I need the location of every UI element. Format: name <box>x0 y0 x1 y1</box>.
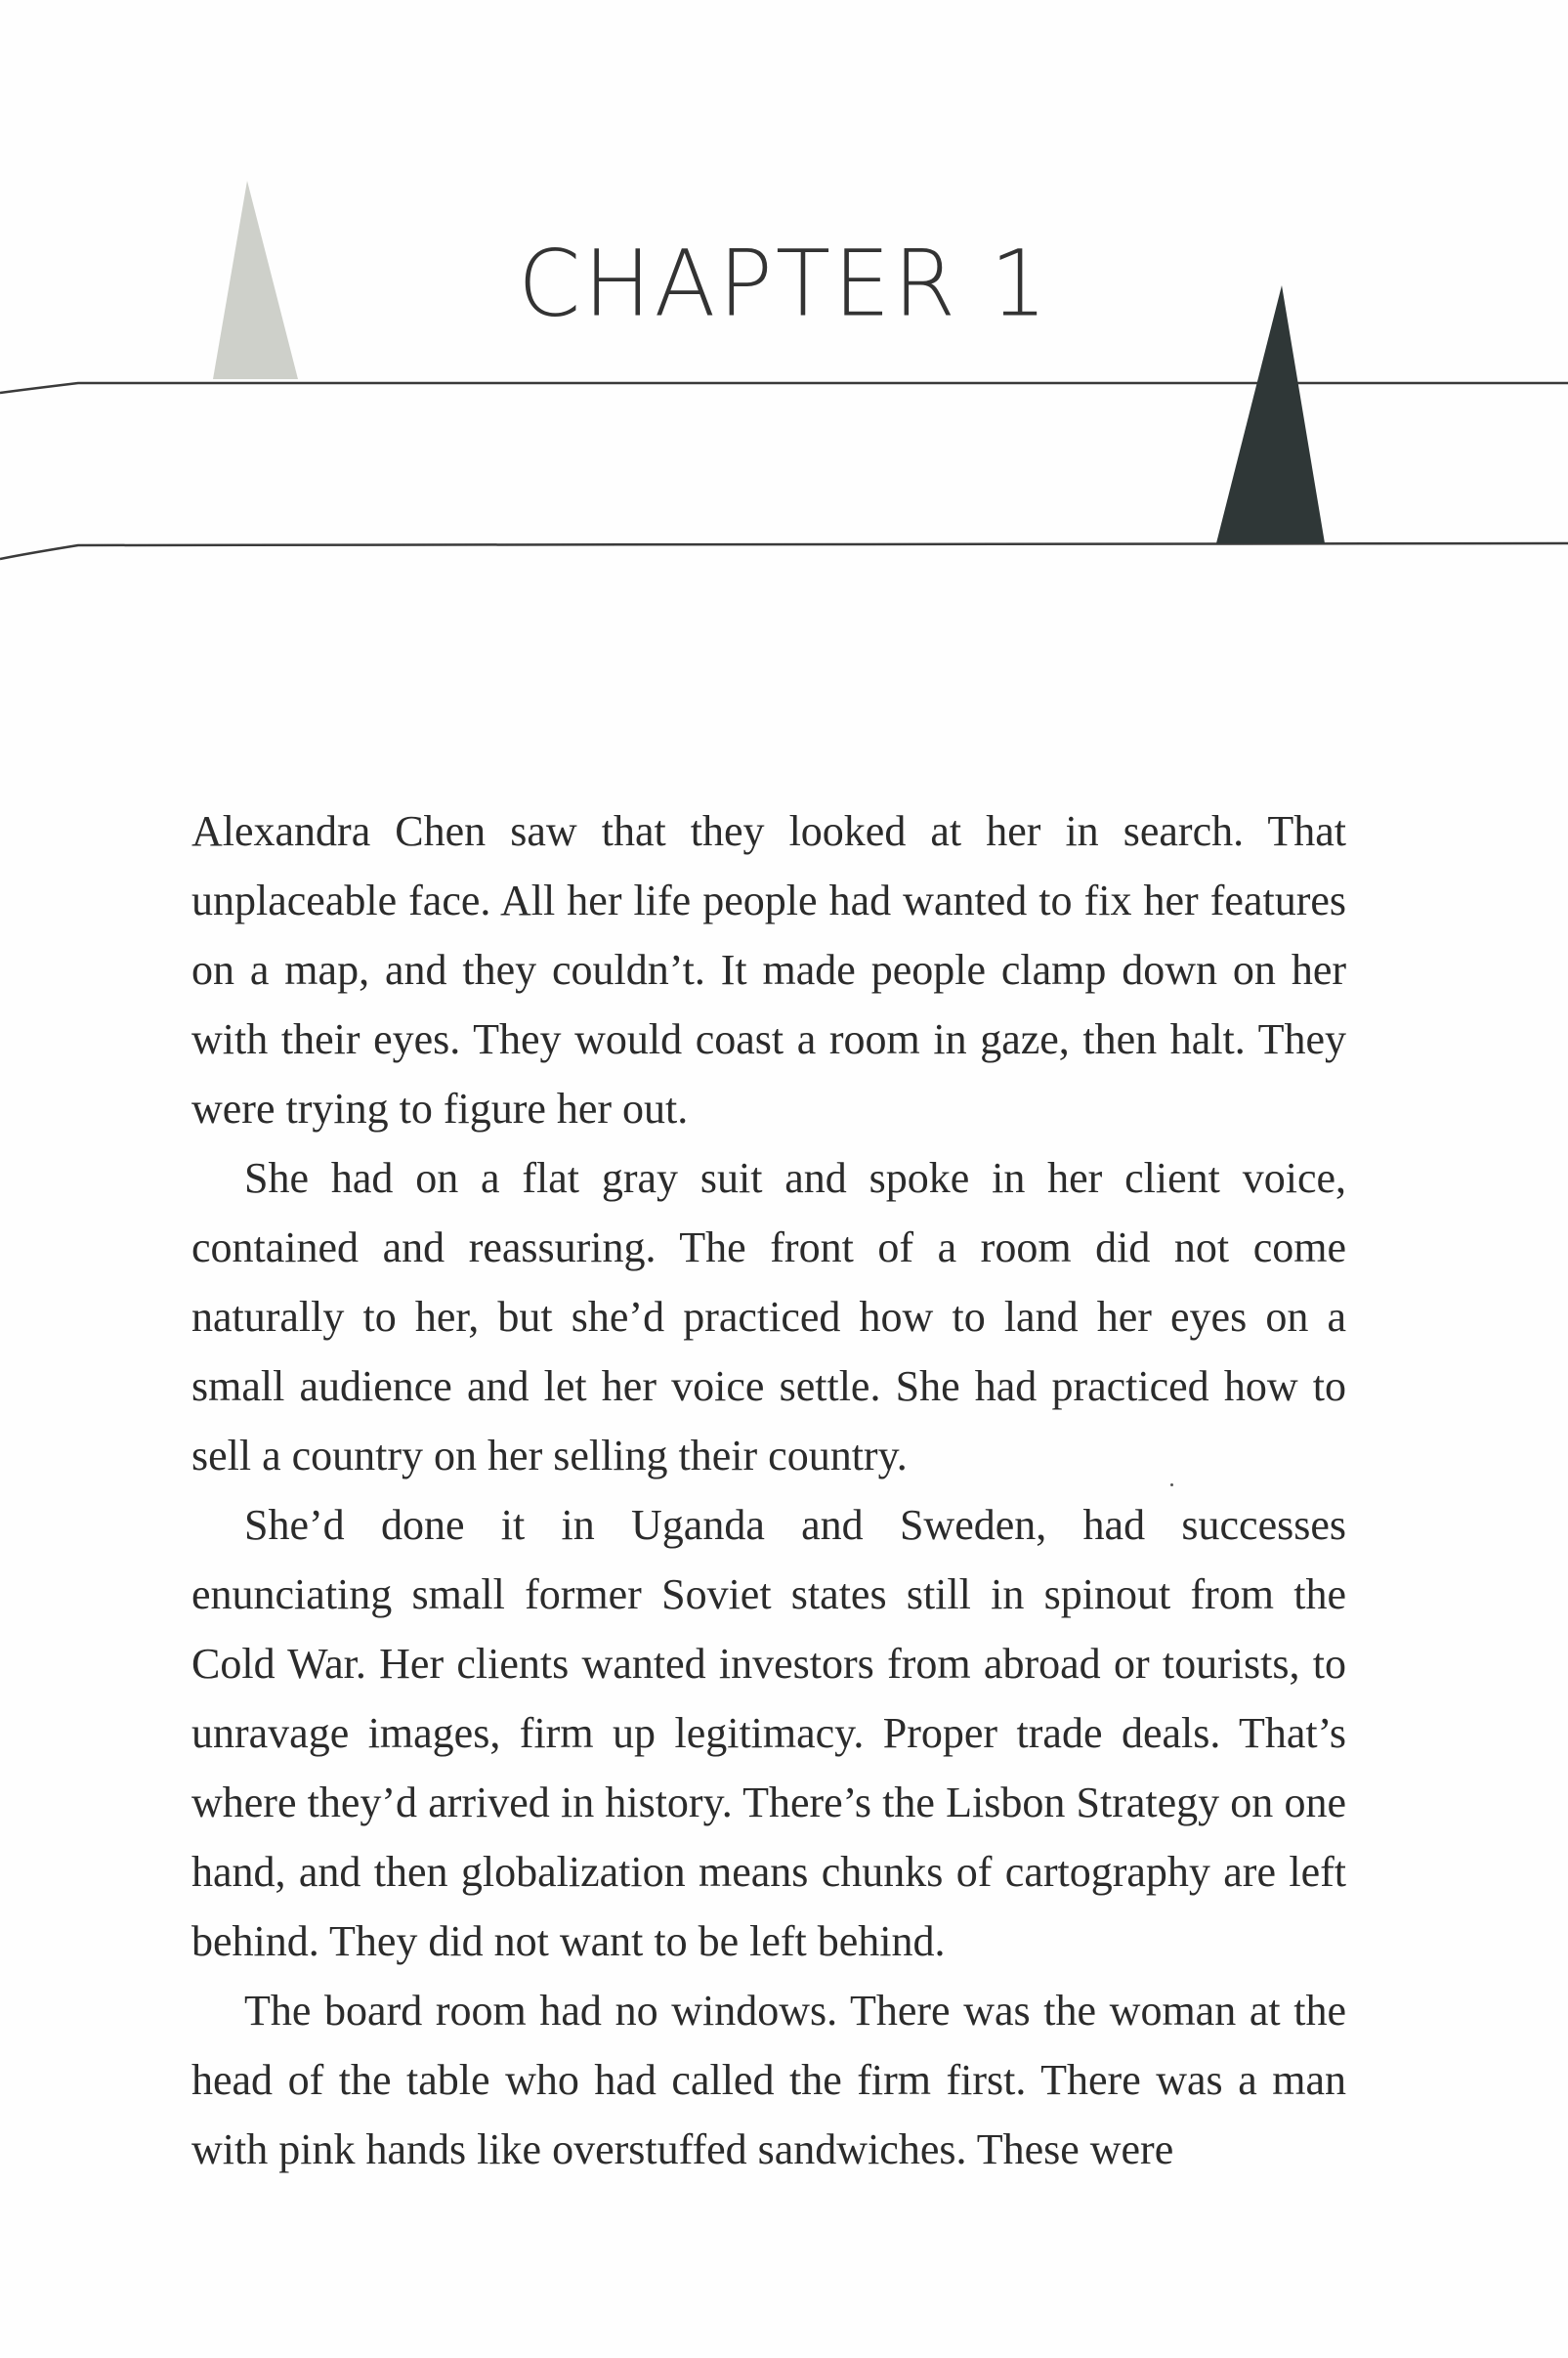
scan-speck <box>1170 1483 1173 1486</box>
top-rule <box>0 383 1568 393</box>
bottom-rule <box>0 543 1568 559</box>
paragraph-2: She had on a flat gray suit and spoke in her client voice, contained and reassuring. The front of a room did not come naturally to her, but she’d practiced how to land her eyes on a small audience and let her voice settle. She had practiced how to sell a country on her selling their country. <box>191 1154 1346 1479</box>
chapter-title: CHAPTER 1 <box>518 230 1050 338</box>
paragraph-3: She’d done it in Uganda and Sweden, had successes enunciating small former Soviet states still in spinout from the Cold War. Her clients wanted investors from abroad or tourists, to unravage images, firm up legitimacy. Proper trade deals. That’s where they’d arrived in history. There’s the Lisbon Strategy on one hand, and then globalization means chunks of cartography are left behind. They did not want to be left behind. <box>191 1501 1346 1965</box>
chapter-header <box>0 0 1568 586</box>
paragraph-4: The board room had no windows. There was the woman at the head of the table who had called the firm first. There was a man with pink hands like overstuffed sandwiches. These were <box>191 1987 1346 2173</box>
body-text <box>191 796 1346 2184</box>
paragraph-1: Alexandra Chen saw that they looked at her in search. That unplaceable face. All her life people had wanted to fix her features on a map, and they couldn’t. It made people clamp down on her with their eyes. They would coast a room in gaze, then halt. They were trying to figure her out. <box>191 807 1346 1133</box>
